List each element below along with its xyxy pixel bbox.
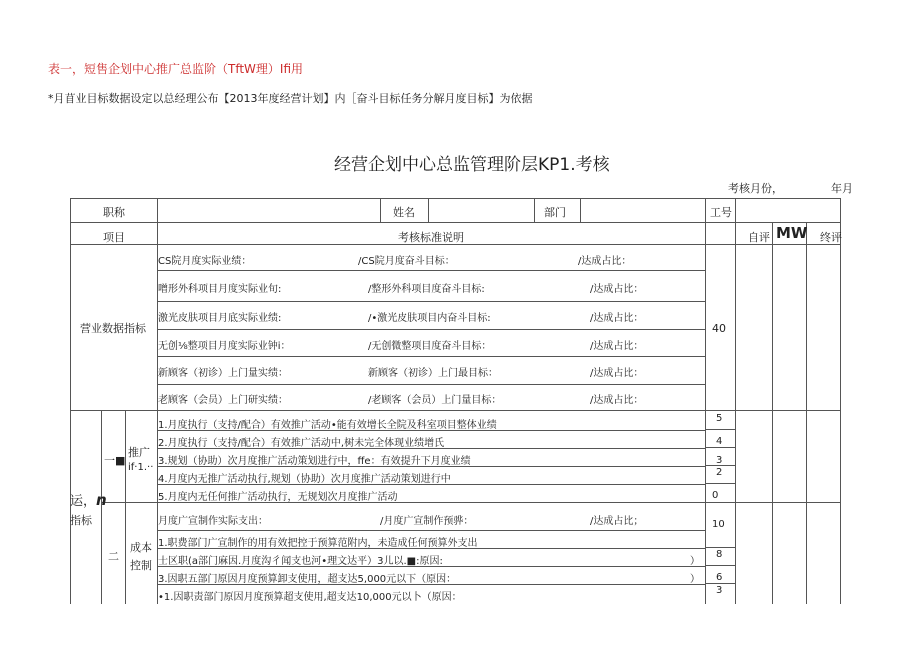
cost-score: 10 <box>712 519 725 530</box>
period-suffix: 年月 <box>831 182 853 195</box>
promo-criterion: 1.月度执行（支持/配合）有效推广活动•能有效增长全院及科室项目整体业绩 <box>158 420 497 431</box>
item-header: 项目 <box>103 231 125 244</box>
name-label: 姓名 <box>393 206 415 219</box>
criteria-header: 考核标准说明 <box>398 231 464 244</box>
cost-line-score: 3 <box>716 585 723 596</box>
promo-score: 0 <box>712 490 719 501</box>
promo-criterion: 5.月度内无任何推广活动执行，无规划次月度推广活动 <box>158 492 398 503</box>
business-metrics-label: 营业数据指标 <box>80 322 146 335</box>
basis-note: *月苜业目标数据设定以总经理公布【2013年度经营计划】内［奋斗目标任务分解月度目标】为依据 <box>48 92 533 105</box>
form-code-header: 表一，短售企划中心推广总监阶（TftW理）Ifi用 <box>48 62 304 76</box>
indicators-label: 指标 <box>70 514 92 527</box>
cost-criterion: 1.职费部门广宣制作的用有效把控于预算范附内，未造成任何预算外支出 <box>158 538 478 549</box>
employee-id-label: 工号 <box>710 206 732 219</box>
promo-score: 4 <box>716 436 723 447</box>
cost-title-line2: 控制 <box>130 559 152 572</box>
position-label: 职称 <box>103 206 125 219</box>
cost-line-score: 6 <box>716 572 723 583</box>
cost-criterion: 3.因职五部门原因月度预算卸支使用，超支达5,000元以下（原因： <box>158 574 457 585</box>
promo-criterion: 3.规划（协助）次月度推广活动策划进行中，ffe：有效提升下月度业绩 <box>158 456 471 467</box>
self-eval-header: 自评 <box>748 231 770 244</box>
promo-criterion: 2.月度执行（支持/配合）有效推广活动中,树未完全体现业绩增氏 <box>158 438 445 449</box>
cost-criterion-tail: ） <box>690 574 700 585</box>
document-title: 经营企划中心总监管理阶层KP1.考核 <box>334 155 610 175</box>
cost-criterion: 士区职(a部门麻因.月度沟彳闻支也河•理文达平）3儿以.■:原因: <box>158 556 443 567</box>
promo-score: 2 <box>716 467 723 478</box>
department-label: 部门 <box>544 206 566 219</box>
promo-score: 3 <box>716 455 723 466</box>
promo-title: 推广 <box>128 446 150 459</box>
cost-line-score: 8 <box>716 549 723 560</box>
promo-score: 5 <box>716 413 723 424</box>
cost-title-line1: 成本 <box>130 541 152 554</box>
cost-criterion: •1.因职责部门原因月度预算超支使用,超支达10,000元以卜（原因： <box>158 592 462 603</box>
promo-section-number: 一■ <box>104 454 126 467</box>
business-score: 40 <box>712 322 726 335</box>
operations-label: 运，n <box>70 491 107 509</box>
cost-section-number: 二 <box>108 550 119 563</box>
promo-subtitle: if·1.·· <box>128 462 154 473</box>
promo-criterion: 4.月度内无推广活动执行,规划（协助）次月度推广活动策划进行中 <box>158 474 451 485</box>
cost-criterion-tail: ） <box>690 556 700 567</box>
mw-header: MW <box>776 224 808 242</box>
period-label: 考核月份， <box>728 182 783 195</box>
final-eval-header: 终评 <box>820 231 842 244</box>
